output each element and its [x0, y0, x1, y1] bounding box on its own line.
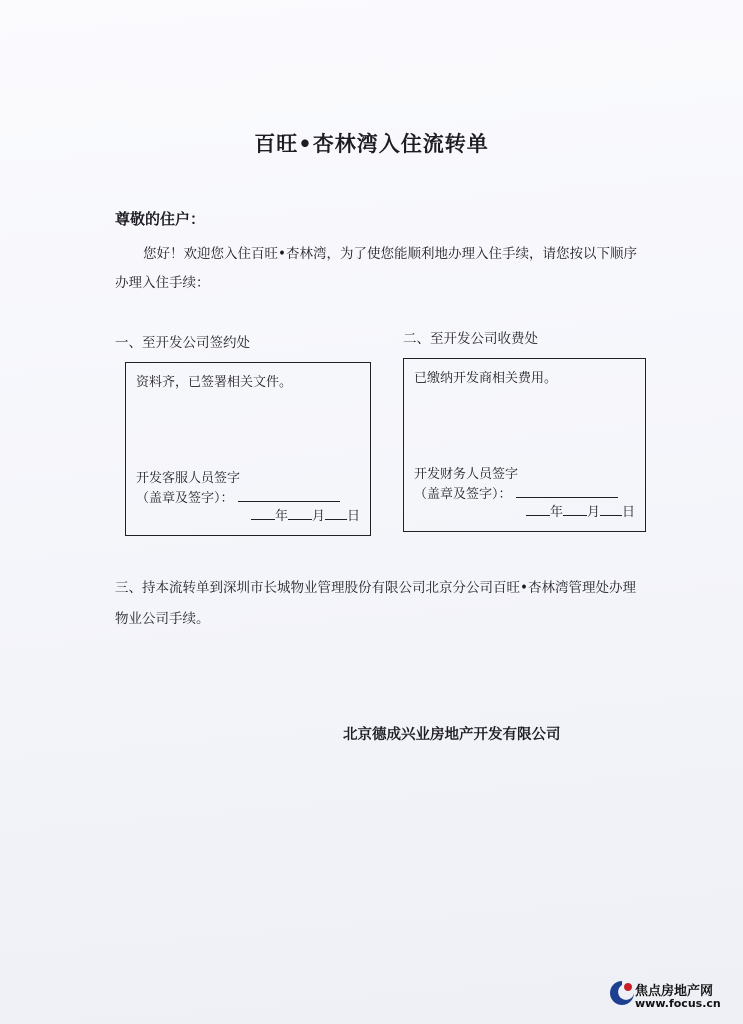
- step3-text: 三、持本流转单到深圳市长城物业管理股份有限公司北京分公司百旺•杏林湾管理处办理物业公司手续。: [115, 580, 636, 627]
- step2-box-text: 已缴纳开发商相关费用。: [414, 371, 558, 386]
- step2-box: [403, 358, 646, 532]
- step2-seal-label: （盖章及签字）：: [414, 487, 512, 502]
- step2-year-label: 年: [549, 505, 563, 520]
- step1-month-field[interactable]: [288, 507, 312, 520]
- step1-seal-label: （盖章及签字）：: [136, 491, 234, 506]
- step2-seal-row: [414, 483, 618, 502]
- focus-logo-icon: [607, 978, 637, 1008]
- step2-signer-label: 开发财务人员签字: [414, 467, 519, 482]
- step1-title: 一、至开发公司签约处: [115, 335, 250, 351]
- step1-seal-row: [136, 487, 340, 506]
- watermark-name: 焦点房地产网: [635, 984, 714, 999]
- step1-box-text: 资料齐，已签署相关文件。: [136, 375, 293, 390]
- step1-month-label: 月: [311, 509, 325, 524]
- document-title: 百旺•杏林湾入住流转单: [254, 131, 489, 156]
- step1-year-label: 年: [274, 509, 288, 524]
- step1-box: [125, 362, 371, 536]
- step2-month-field[interactable]: [563, 503, 587, 516]
- step1-signer-label: 开发客服人员签字: [136, 471, 241, 486]
- step1-signature-field[interactable]: [238, 489, 340, 502]
- watermark-url: www.focus.cn: [635, 997, 721, 1010]
- step1-day-label: 日: [346, 509, 360, 524]
- intro-paragraph: 您好！欢迎您入住百旺•杏林湾，为了使您能顺利地办理入住手续，请您按以下顺序办理入住手续：: [115, 246, 637, 291]
- step2-signature-field[interactable]: [516, 485, 618, 498]
- greeting: 尊敬的住户：: [115, 210, 206, 228]
- step2-month-label: 月: [586, 505, 600, 520]
- step2-year-field[interactable]: [526, 503, 550, 516]
- step2-date-row: [526, 501, 635, 520]
- step2-day-field[interactable]: [600, 503, 622, 516]
- step1-date-row: [251, 505, 360, 524]
- focus-watermark: [607, 976, 737, 1016]
- company-name: 北京德成兴业房地产开发有限公司: [343, 726, 561, 743]
- step2-title: 二、至开发公司收费处: [403, 331, 538, 347]
- step2-day-label: 日: [621, 505, 635, 520]
- step1-day-field[interactable]: [325, 507, 347, 520]
- step1-year-field[interactable]: [251, 507, 275, 520]
